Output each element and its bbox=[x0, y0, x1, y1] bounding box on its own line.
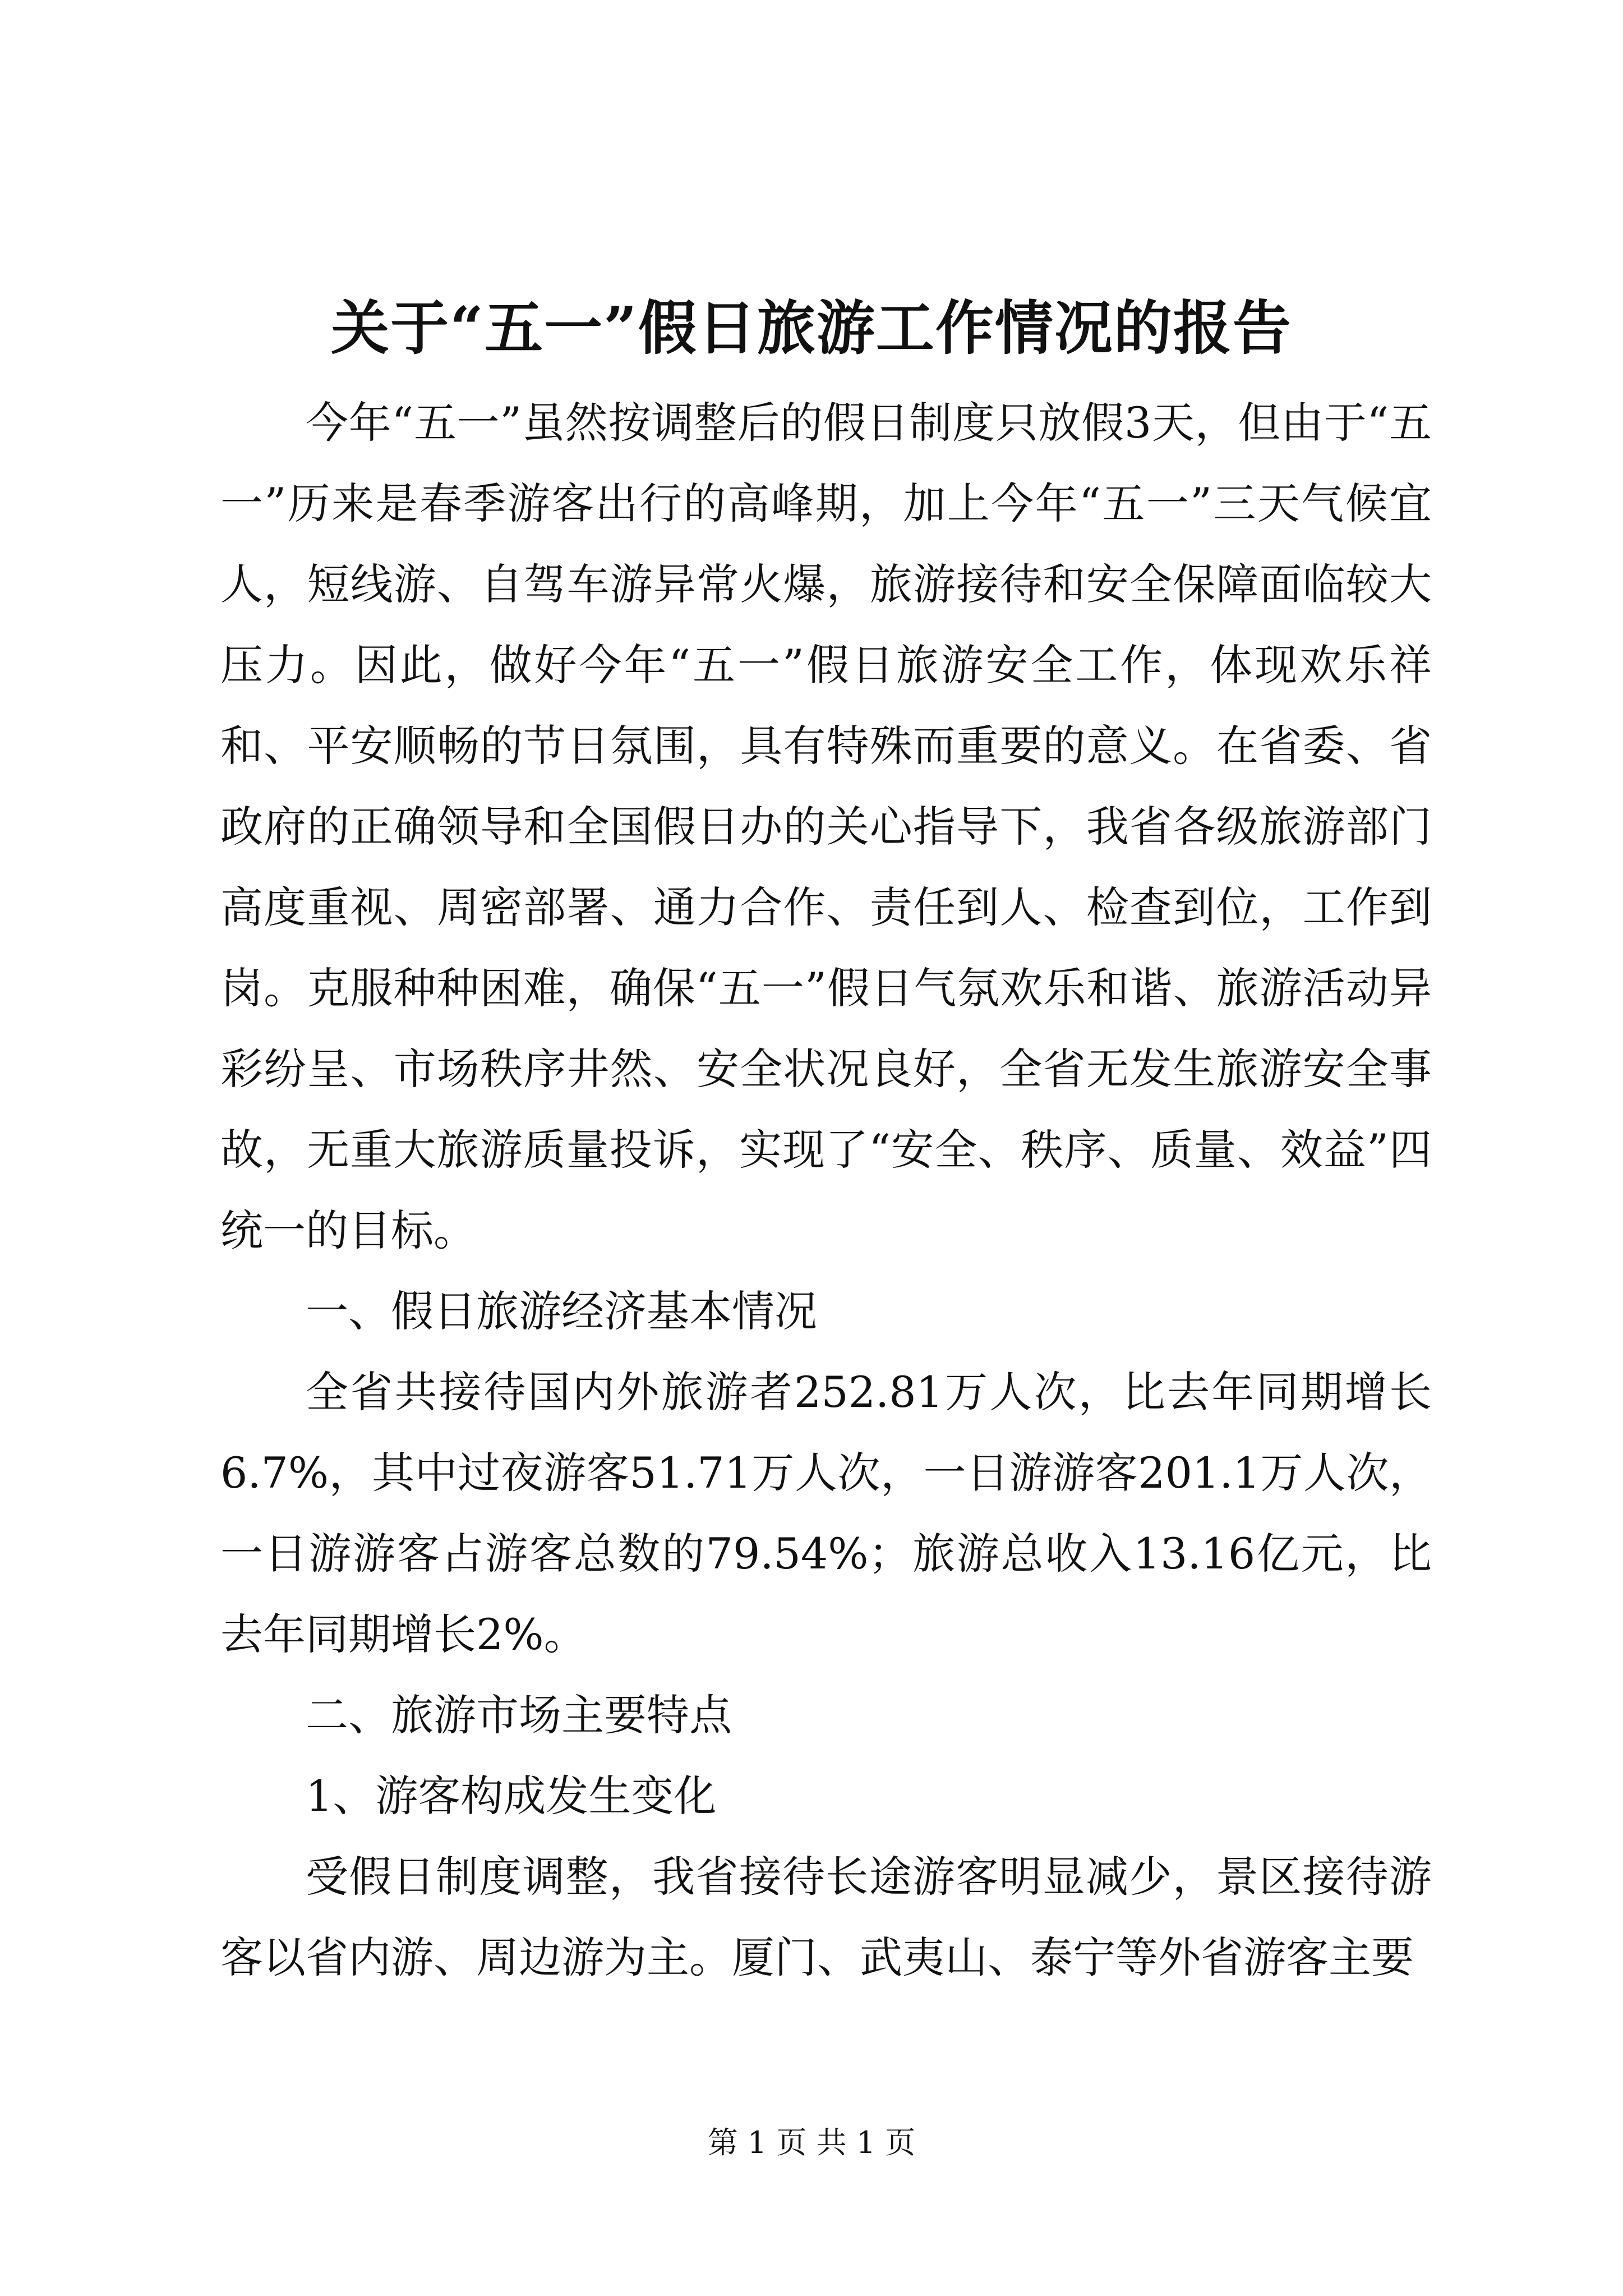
document-title: 关于“五一”假日旅游工作情况的报告 bbox=[331, 293, 1292, 362]
section-heading-2: 二、旅游市场主要特点 bbox=[306, 1690, 732, 1740]
paragraph-visitor-composition: 受假日制度调整，我省接待长途游客明显减少，景区接待游客以省内游、周边游为主。厦门、武夷山、泰宁等外省游客主要 bbox=[220, 1852, 1432, 1982]
paragraph-statistics: 全省共接待国内外旅游者252.81万人次，比去年同期增长6.7%，其中过夜游客51.71万人次，一日游游客201.1万人次，一日游游客占游客总数的79.54%；旅游总收入13.16亿元，比去年同期增长2%。 bbox=[220, 1367, 1432, 1659]
document-body bbox=[220, 383, 1432, 1998]
subsection-heading-1: 1、游客构成发生变化 bbox=[306, 1771, 717, 1821]
paragraph-intro: 今年“五一”虽然按调整后的假日制度只放假3天，但由于“五一”历来是春季游客出行的高峰期，加上今年“五一”三天气候宜人，短线游、自驾车游异常火爆，旅游接待和安全保障面临较大压力。因此，做好今年“五一”假日旅游安全工作，体现欢乐祥和、平安顺畅的节日氛围，具有特殊而重要的意义。在省委、省政府的正确领导和全国假日办的关心指导下，我省各级旅游部门高度重视、周密部署、通力合作、责任到人、检查到位，工作到岗。克服种种困难，确保“五一”假日气氛欢乐和谐、旅游活动异彩纷呈、市场秩序井然、安全状况良好，全省无发生旅游安全事故，无重大旅游质量投诉，实现了“安全、秩序、质量、效益”四统一的目标。 bbox=[220, 398, 1432, 1255]
section-heading-1: 一、假日旅游经济基本情况 bbox=[306, 1286, 817, 1336]
page-footer: 第 1 页 共 1 页 bbox=[707, 2125, 916, 2160]
